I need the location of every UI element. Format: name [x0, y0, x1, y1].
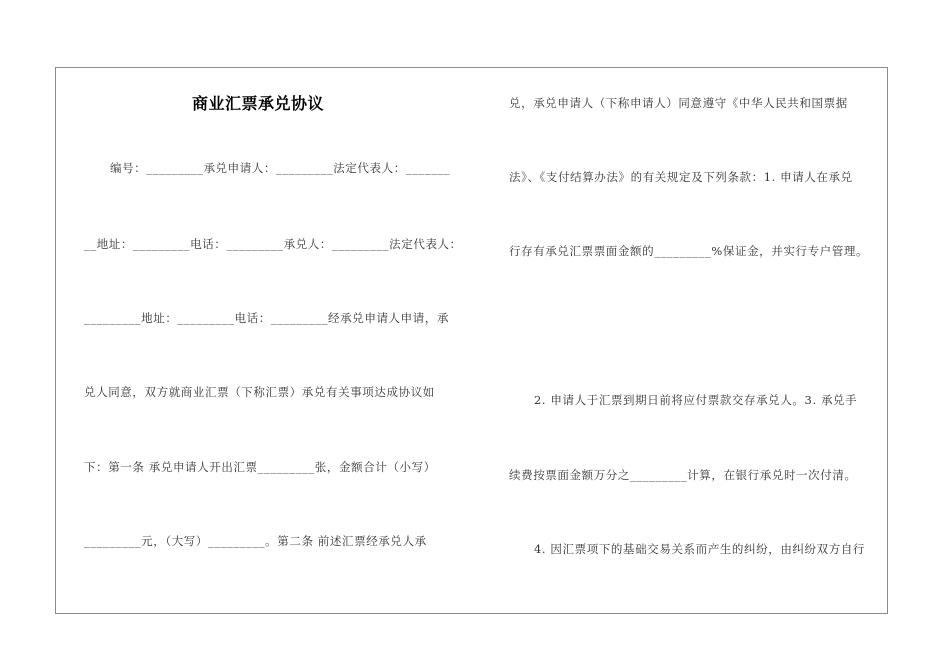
right-line-4: 2. 申请人于汇票到期日前将应付票款交存承兑人。3. 承兑手: [534, 393, 858, 407]
left-line-4: 兑人同意，双方就商业汇票（下称汇票）承兑有关事项达成协议如: [84, 385, 435, 399]
left-line-3: _________地址：_________电话：_________经承兑申请人申请，承: [84, 311, 450, 325]
right-line-1: 兑，承兑申请人（下称申请人）同意遵守《中华人民共和国票据: [509, 96, 848, 110]
right-line-5: 续费按票面金额万分之_________计算，在银行承兑时一次付清。: [509, 468, 857, 482]
left-line-2: __地址：_________电话：_________承兑人：_________法定代表人：: [84, 237, 462, 251]
right-line-6: 4. 因汇票项下的基础交易关系而产生的纠纷，由纠纷双方自行: [534, 542, 866, 556]
left-line-5: 下：第一条 承兑申请人开出汇票_________张，金额合计（小写）: [84, 460, 436, 474]
document-title: 商业汇票承兑协议: [192, 94, 325, 113]
document-frame: [55, 67, 888, 614]
left-line-6: _________元，（大写）_________。第二条 前述汇票经承兑人承: [84, 534, 427, 548]
right-line-2: 法》、《支付结算办法》的有关规定及下列条款：1. 申请人在承兑: [509, 170, 853, 184]
left-line-1: 编号：_________承兑申请人：_________法定代表人：_______: [110, 161, 451, 175]
right-line-3: 行存有承兑汇票票面金额的_________%保证金，并实行专户管理。: [509, 244, 869, 258]
